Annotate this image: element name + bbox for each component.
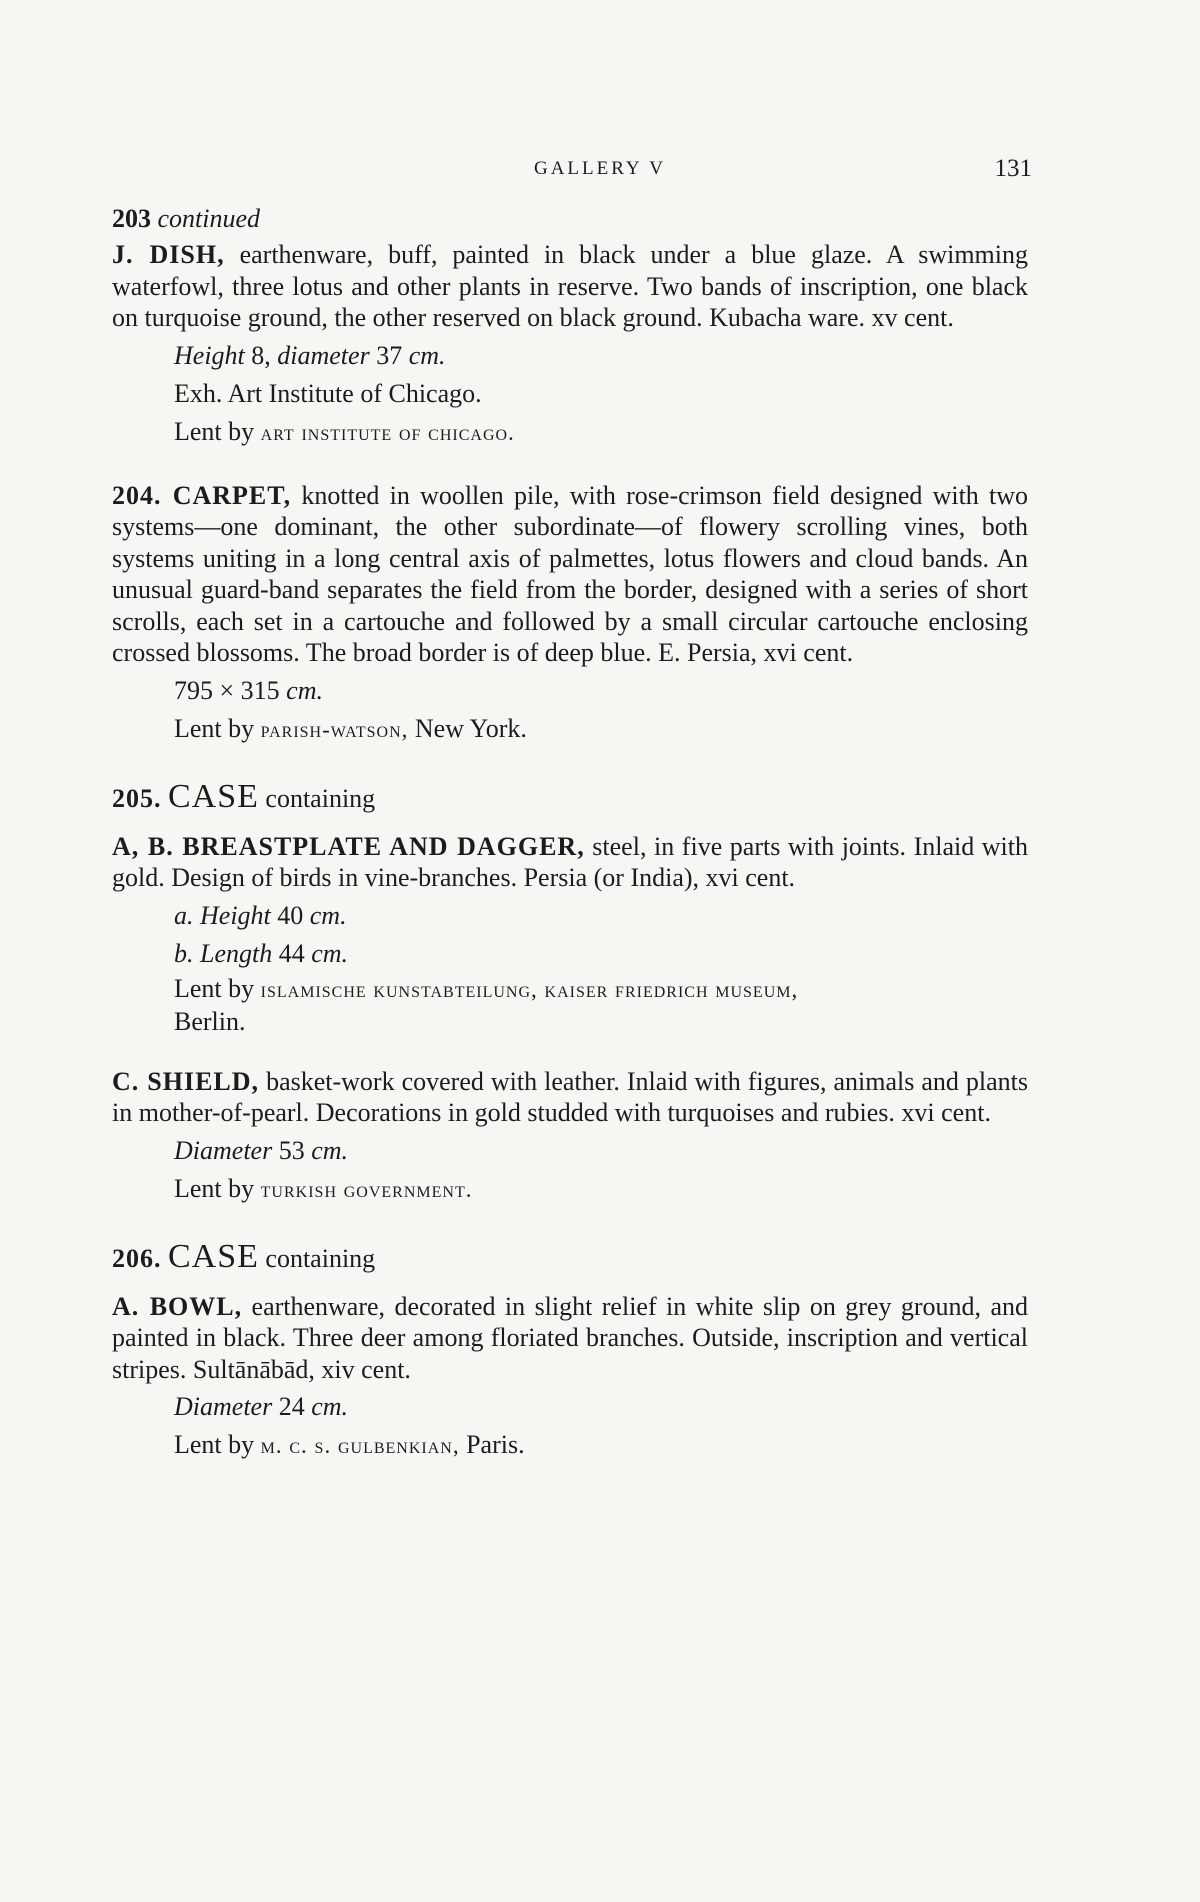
continued-number: 203 [112,204,151,233]
lent-by: Lent by [174,713,255,743]
entry-205-heading [112,777,1028,819]
dimensions-value: 795 × 315 [174,675,280,705]
entry-205ab-label: A, B. BREASTPLATE AND DAGGER, [112,831,585,861]
height-value: 8, [251,340,271,370]
entry-205c-dimensions [174,1132,1028,1170]
entry-205c-label: C. SHIELD, [112,1066,260,1096]
entry-206a-lender [174,1426,1028,1465]
lender-name: m. c. s. gulbenkian, [260,1433,460,1458]
entry-205ab-description [112,831,1028,894]
entry-203j-description [112,239,1028,334]
lender-place: Paris. [466,1430,525,1459]
item-letter: a. [174,900,194,930]
entry-204-dimensions [174,672,1028,710]
lent-by: Lent by [174,416,255,446]
unit: cm. [408,340,446,370]
entry-205ab-text: steel, in five parts with joints. Inlaid with gold. Design of birds in vine-branches. Persia (or India), xvi cent. [112,831,1029,892]
lender-place: New York. [414,713,527,743]
entry-203j-dimensions [174,337,1028,375]
unit: cm. [286,675,323,705]
entry-203j [112,239,1028,452]
page-body [112,203,1028,1493]
entry-204-label: 204. CARPET, [112,480,292,510]
entry-204-text: knotted in woollen pile, with rose-crimson field designed with two systems—one dominant, the other subordinate—of flowery scrolling vines, both systems uniting in a long central axis of palmettes, lotus flowers and cloud bands. An unusual guard-band separates the field from the border, designed with a series of short scrolls, each set in a cartouche and followed by a small circular cartouche enclosing crossed blossoms. The broad border is of deep blue. E. Persia, xvi cent. [112,480,1029,667]
lender-name: parish-watson, [260,716,409,742]
entry-203j-lender [174,413,1028,452]
entry-205c [112,1066,1028,1209]
unit: cm. [311,1135,349,1165]
entry-205c-description [112,1066,1028,1129]
entry-206-heading [112,1237,1028,1279]
lender-place: Berlin. [174,1006,246,1036]
continued-label: continued [157,204,261,233]
lender-name: art institute of chicago. [260,419,515,445]
entry-205c-text: basket-work covered with leather. Inlaid with figures, animals and plants in mother-of-pearl. Decorations in gold studded with turquoises and rubies. xvi cent. [112,1066,1029,1127]
entry-number: 206. [112,1243,162,1273]
entry-206a-text: earthenware, decorated in slight relief in white slip on grey ground, and painted in black. Three deer among floriated branches. Outside, inscription and vertical stripes. Sultānābād, xiv cent. [112,1291,1028,1384]
entry-206a-dimensions [174,1388,1028,1426]
entry-number: 205. [112,783,162,813]
entry-204-lender [174,710,1028,749]
case-word: CASE [168,1237,259,1275]
lender-name: islamische kunstabteilung, kaiser friedrich museum, [260,976,799,1002]
entry-204 [112,480,1028,749]
length-label: Length [200,938,273,968]
lent-by: Lent by [174,1173,255,1203]
diameter-label: Diameter [174,1392,273,1421]
diameter-label: diameter [277,340,370,370]
unit: cm. [311,938,349,968]
lender-name: turkish government. [260,1176,473,1202]
height-label: Height [200,900,271,930]
entry-205ab [112,831,1028,1038]
unit: cm. [309,900,347,930]
diameter-value: 24 [278,1392,305,1421]
case-word: CASE [168,777,259,815]
entry-205b-dimensions [174,935,1028,973]
unit: cm. [311,1392,349,1421]
entry-206a-description [112,1291,1028,1386]
length-value: 44 [278,938,305,968]
diameter-value: 37 [376,340,403,370]
item-letter: b. [174,938,194,968]
continued-heading [112,203,1028,235]
entry-203j-text: earthenware, buff, painted in black under a blue glaze. A swimming waterfowl, three lotus and other plants in reserve. Two bands of inscription, one black on turquoise ground, the other reserved on black ground. Kubacha ware. xv cent. [112,240,1028,332]
entry-205c-lender [174,1170,1028,1209]
diameter-value: 53 [278,1135,305,1165]
containing-word: containing [265,1243,376,1273]
entry-206a-label: A. BOWL, [112,1291,243,1321]
entry-203j-label: J. DISH, [112,240,225,269]
entry-205a-dimensions [174,897,1028,935]
entry-204-description [112,480,1028,669]
diameter-label: Diameter [174,1135,273,1165]
entry-205ab-lender [174,973,1028,1038]
entry-206a [112,1291,1028,1466]
entry-203j-exhibited: Exh. Art Institute of Chicago. [174,378,482,408]
page-number: 131 [994,155,1032,182]
containing-word: containing [265,783,376,813]
running-title: GALLERY V [533,158,667,179]
page-header [0,155,1200,188]
lent-by: Lent by [174,1430,255,1459]
height-value: 40 [277,900,304,930]
lent-by: Lent by [174,973,255,1003]
height-label: Height [174,340,245,370]
